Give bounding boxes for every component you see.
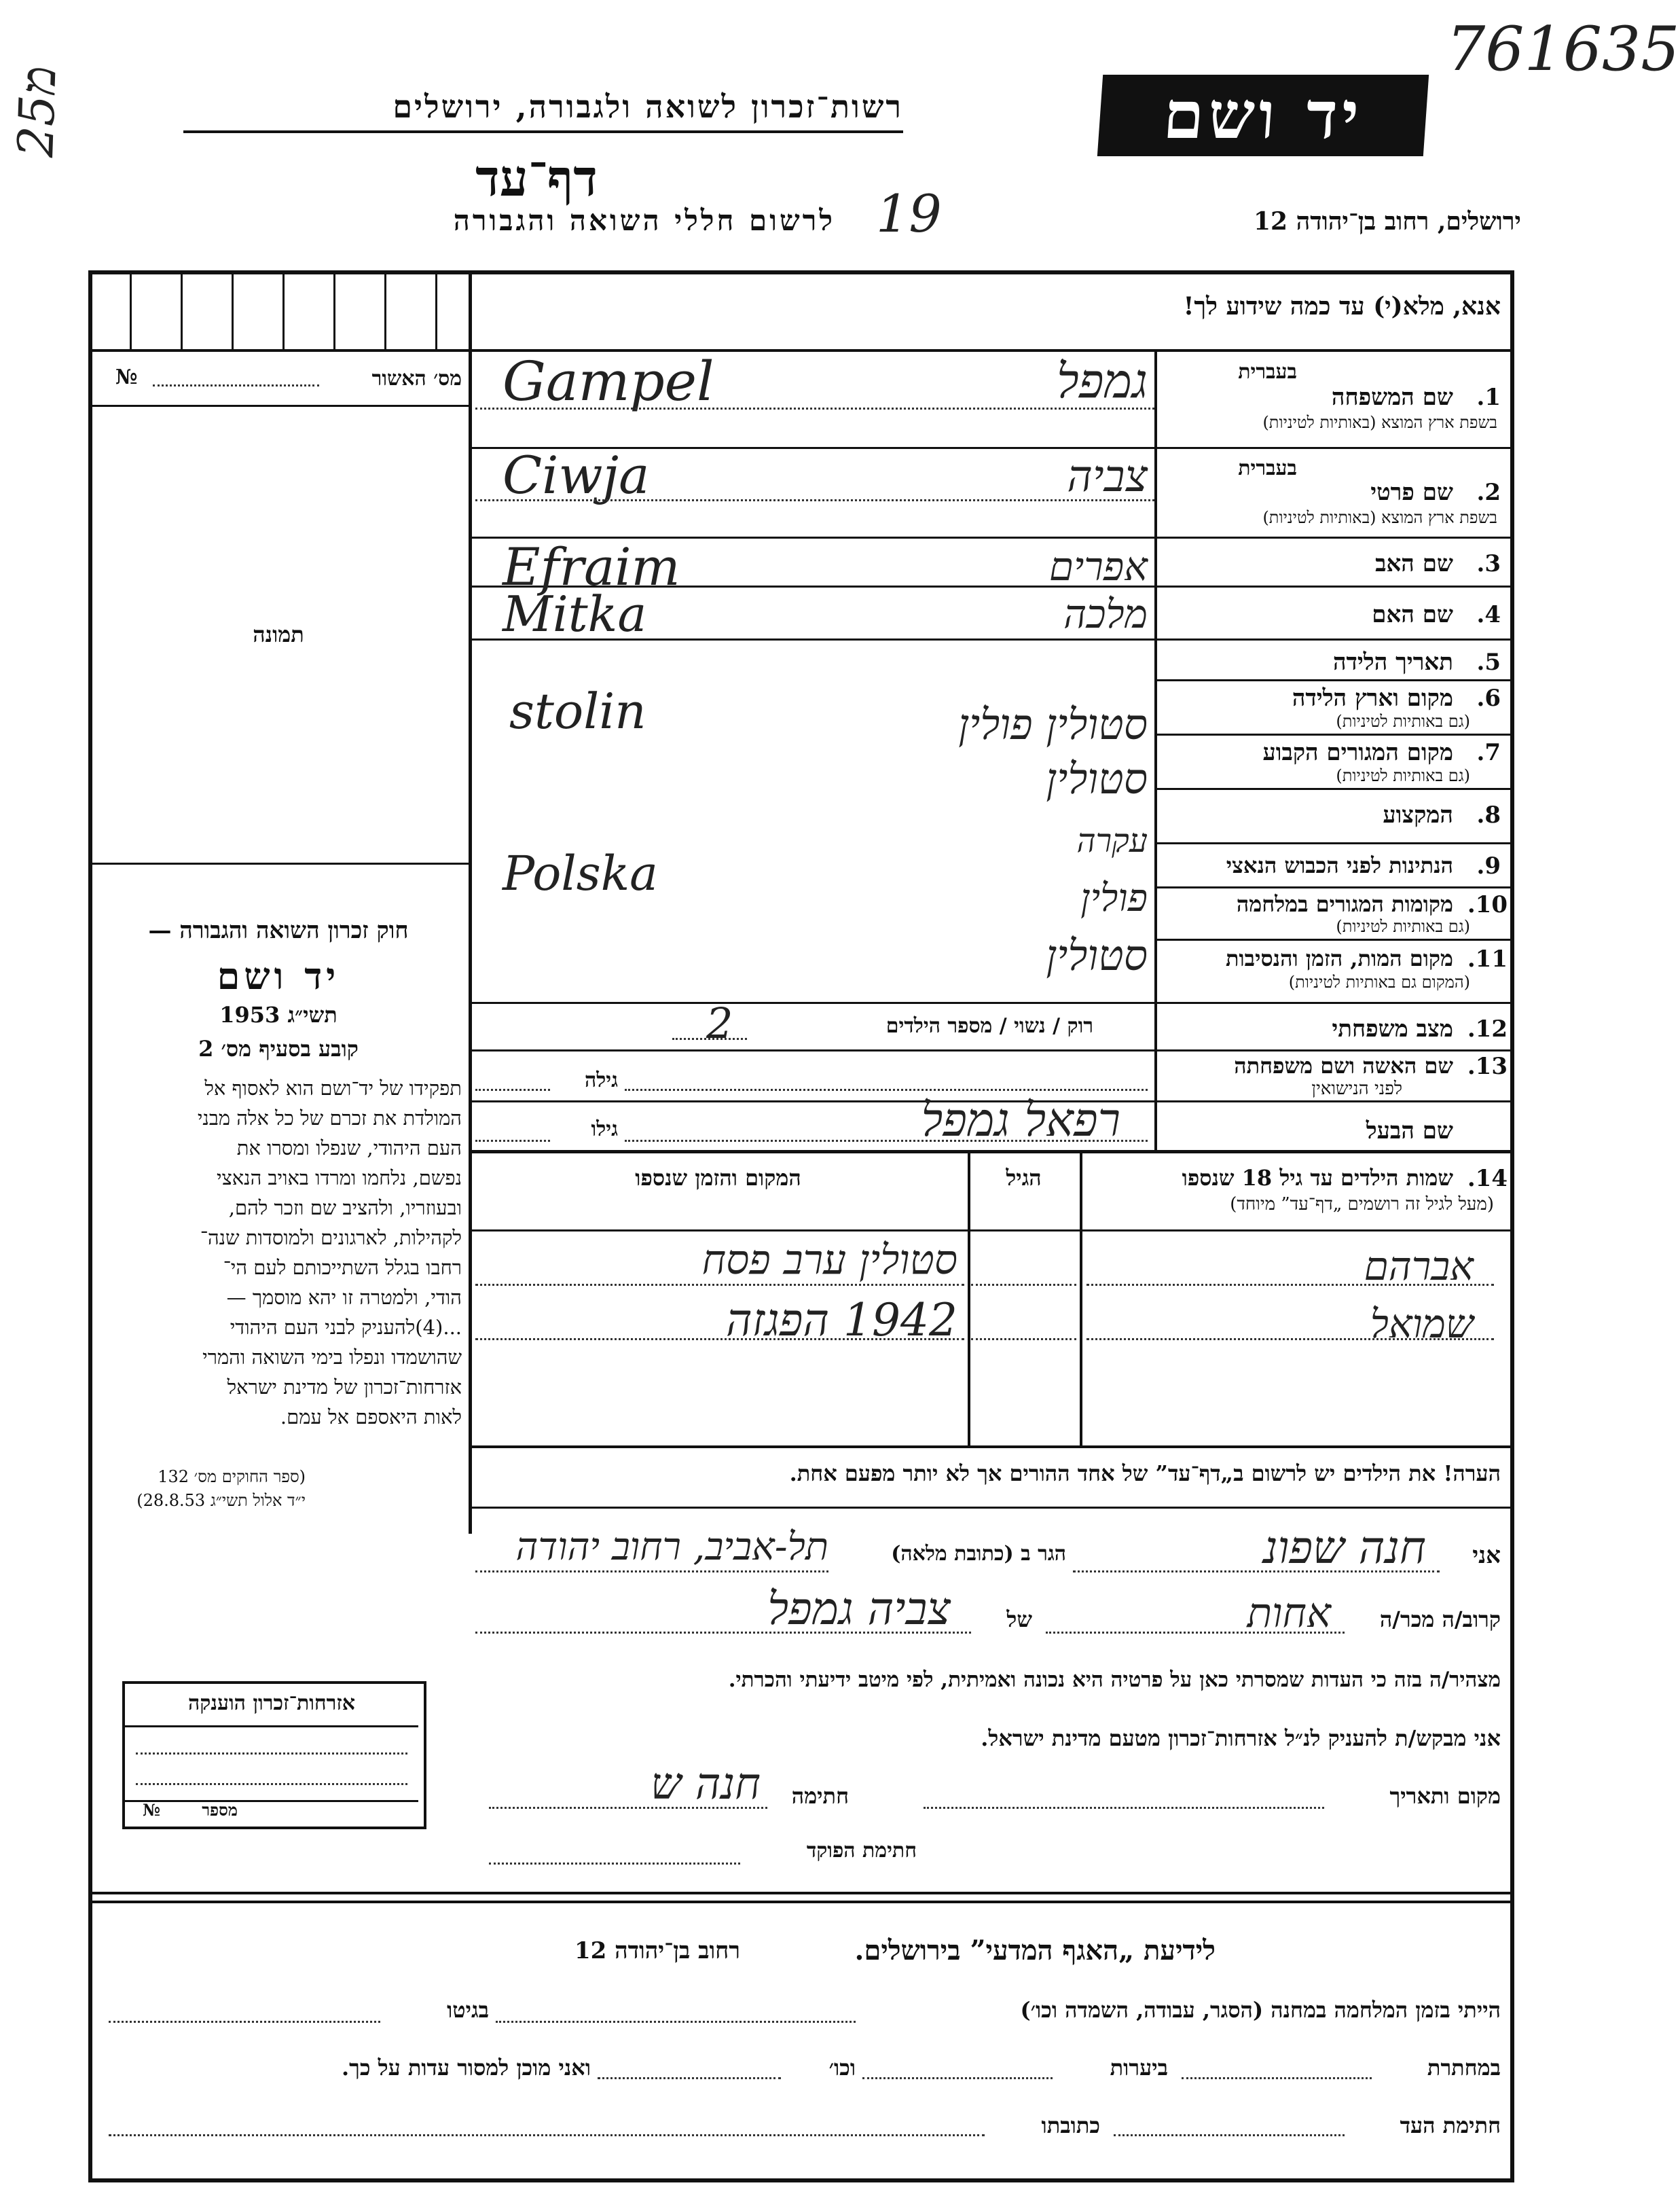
- field-12-label: מצב משפחתי: [1332, 1015, 1453, 1043]
- camp-field[interactable]: [496, 2021, 856, 2023]
- etc-field[interactable]: [598, 2077, 781, 2079]
- institution-underline: [183, 130, 903, 133]
- approval-label: מס׳ האשור: [371, 367, 462, 391]
- field-7-label: מקום המגורים הקבוע: [1262, 739, 1453, 766]
- relation-value[interactable]: אחות: [1247, 1589, 1331, 1637]
- children-count[interactable]: 2: [706, 999, 733, 1048]
- declarant-address[interactable]: תל-אביב, רחוב יהודה: [515, 1525, 828, 1569]
- of-value[interactable]: צביה גמפל: [767, 1583, 951, 1635]
- field-2-hebrew-label: בעברית: [1238, 456, 1297, 480]
- field-9-num: 9.: [1476, 852, 1501, 880]
- stub-columns: [92, 274, 469, 349]
- mother-name-latin[interactable]: Mitka: [503, 586, 647, 643]
- marital-status-options[interactable]: רוק / נשוי / מספר הילדים: [885, 1014, 1093, 1038]
- place-date-label: מקום ותאריך: [1389, 1783, 1501, 1809]
- husband-name[interactable]: רפאל גמפל: [921, 1094, 1120, 1147]
- field-4-num: 4.: [1476, 601, 1501, 628]
- declarant-name[interactable]: חנה שפונ: [1263, 1522, 1426, 1574]
- field-2-label: שם פרטי: [1370, 479, 1453, 506]
- bottom-title: לידיעת „האגף המדעי” בירושלים.: [854, 1935, 1216, 1966]
- field-1-sub: בשפת ארץ המוצא (באותיות לטיניות): [1262, 413, 1497, 432]
- signature-value[interactable]: חנה ש: [651, 1759, 761, 1810]
- field-13-num: 13.: [1467, 1053, 1508, 1080]
- husband-age-label: גילו: [591, 1117, 618, 1141]
- child-place[interactable]: סטולין ערב פסח: [701, 1236, 957, 1284]
- law-date: י״ד אלול תשי״ג 28.8.53): [136, 1491, 306, 1510]
- field-10-label: מקומות המגורים במלחמה: [1236, 891, 1453, 917]
- first-name-latin[interactable]: Ciwja: [503, 445, 650, 505]
- field-11-label: מקום המות, הזמן והנסיבות: [1225, 946, 1453, 971]
- field-13-sub: לפני הנישואין: [1311, 1079, 1402, 1099]
- field-6-label: מקום וארץ הלידה: [1292, 685, 1453, 712]
- field-1-num: 1.: [1476, 384, 1501, 411]
- age-header: הגיל: [1006, 1165, 1042, 1191]
- family-name-hebrew[interactable]: גמפל: [1056, 353, 1148, 409]
- children-sub: (מעל לגיל זה רושמים „דף־עד” מיוחד): [1230, 1194, 1494, 1215]
- place-header: המקום והזמן שנספו: [635, 1165, 801, 1191]
- law-line: שהושמדו ונפלו בימי השואה והמרי: [202, 1346, 462, 1369]
- law-title: חוק זכרון השואה והגבורה —: [148, 917, 409, 944]
- law-name: יד ושם: [217, 954, 340, 998]
- wartime-residence-hebrew[interactable]: פולין: [1080, 876, 1148, 920]
- law-source: (ספר החוקים מס׳ 132: [158, 1467, 306, 1486]
- field-5-label: תאריך הלידה: [1332, 649, 1453, 676]
- institution-address: ירושלים, רחוב בן־יהודה 12: [1253, 207, 1521, 236]
- residence-hebrew[interactable]: סטולין: [1046, 754, 1148, 804]
- father-name-hebrew[interactable]: אפרים: [1048, 543, 1148, 590]
- officer-signature-field[interactable]: [489, 1863, 740, 1865]
- law-text-block: [95, 1073, 462, 1432]
- witness-address-field[interactable]: [109, 2134, 985, 2136]
- signature-label: חתימה: [791, 1783, 849, 1809]
- place-date-field[interactable]: [924, 1807, 1324, 1809]
- law-line: המולדת את זכרם של כל אלה מבני: [197, 1107, 462, 1130]
- of-label: של: [1006, 1606, 1032, 1632]
- ghetto-field[interactable]: [109, 2021, 380, 2023]
- field-11-num: 11.: [1467, 946, 1508, 973]
- citizenship-number-sign: №: [143, 1800, 161, 1820]
- camp-line-label: הייתי בזמן המלחמה במחנה (הסגר, עבודה, השמדה וכו׳): [1020, 1997, 1501, 2023]
- children-label: שמות הילדים עד גיל 18 שנספו: [1182, 1165, 1453, 1191]
- residing-label: הגר ב (כתובת מלאה): [891, 1542, 1066, 1566]
- handwritten-archive-mark: 25מ: [7, 65, 67, 158]
- underground-field[interactable]: [1182, 2077, 1372, 2079]
- children-note: הערה! את הילדים יש לרשום ב„דף־עד” של אחד ההורים אך לא יותר מפעם אחת.: [789, 1460, 1501, 1486]
- birthplace-latin[interactable]: stolin: [509, 683, 646, 740]
- law-line: לקהילות, לארגונים ולמוסדות שנה־: [200, 1226, 462, 1249]
- forests-label: ביערות: [1110, 2055, 1168, 2081]
- law-line: לאות היאספם אל עמם.: [280, 1405, 462, 1428]
- field-11-sub: (המקום גם באותיות לטיניות): [1288, 973, 1470, 992]
- logo-text: יד ושם: [1161, 77, 1366, 154]
- declarant-label: אני: [1472, 1542, 1501, 1569]
- etc-label: וכו׳: [828, 2055, 856, 2081]
- citizenship-box-title: אזרחות־זכרון הוענקה: [187, 1691, 356, 1715]
- handwritten-form-index: 19: [876, 183, 942, 244]
- intro-text: אנא, מלא(י) עד כמה שידוע לך!: [1183, 292, 1501, 321]
- field-10-num: 10.: [1467, 891, 1508, 918]
- child-place[interactable]: 1942 הפגזה: [725, 1294, 957, 1346]
- witness-address-label: כתובתו: [1041, 2112, 1100, 2138]
- family-name-latin[interactable]: Gampel: [503, 350, 714, 413]
- field-13-label: שם האשה ושם משפחתה: [1234, 1053, 1453, 1079]
- relation-label: קרוב/ה מכר/ה: [1379, 1606, 1501, 1632]
- witness-signature-label: חתימת העד: [1400, 2112, 1501, 2138]
- field-6-sub: (גם באותיות לטיניות): [1336, 712, 1470, 731]
- field-9-label: הנתינות לפני הכבוש הנאצי: [1226, 852, 1453, 878]
- child-name[interactable]: אברהם: [1364, 1243, 1474, 1289]
- field-3-num: 3.: [1476, 550, 1501, 577]
- first-name-hebrew[interactable]: צביה: [1067, 452, 1148, 502]
- field-8-num: 8.: [1476, 802, 1501, 829]
- wife-age-label: גילה: [584, 1068, 618, 1092]
- request-text: אני מבקש/ת להעניק לנ״ל אזרחות־זכרון מטעם מדינת ישראל.: [981, 1725, 1501, 1751]
- field-1-label: שם המשפחה: [1331, 384, 1453, 411]
- underground-label: במחתרת: [1427, 2055, 1501, 2081]
- law-year: תשי״ג 1953: [219, 1002, 337, 1028]
- field-10-sub: (גם באותיות לטיניות): [1336, 917, 1470, 936]
- witness-signature-field[interactable]: [1114, 2134, 1345, 2136]
- field-1-hebrew-label: בעברית: [1238, 360, 1297, 384]
- testimony-offer: ואני מוכן למסור עדות על כך.: [341, 2055, 591, 2081]
- law-line: העם היהודי, שנפלו ומסרו את: [236, 1136, 462, 1159]
- law-line: תפקידו של יד־ושם הוא לאסוף אל: [204, 1077, 462, 1100]
- field-2-num: 2.: [1476, 479, 1501, 506]
- father-name-latin[interactable]: Efraim: [503, 537, 680, 597]
- photo-label: תמונה: [253, 622, 304, 647]
- ghetto-label: בגיטו: [447, 1997, 489, 2023]
- field-4-label: שם האם: [1372, 601, 1453, 628]
- officer-signature-label: חתימת הפוקד: [806, 1839, 917, 1863]
- field-2-sub: בשפת ארץ המוצא (באותיות לטיניות): [1262, 508, 1497, 527]
- law-line: הודי, ולמטרה זו יהא מוסמך —: [226, 1286, 462, 1309]
- handwritten-page-number: 761635: [1446, 14, 1680, 85]
- field-5-num: 5.: [1476, 649, 1501, 676]
- law-line: נפשם, נלחמו ומרדו באויב הנאצי: [216, 1166, 462, 1189]
- law-line: רחבו בגלל השתייכותם לעם הי־: [223, 1256, 462, 1279]
- law-line: ובעוזריו, ולהציב שם וזכר להם,: [228, 1196, 462, 1219]
- forests-field[interactable]: [862, 2077, 1053, 2079]
- institution-name: רשות־זכרון לשואה ולגבורה, ירושלים: [392, 88, 903, 125]
- death-place-hebrew[interactable]: סטולין: [1046, 931, 1148, 980]
- law-line: אזרחות־זכרון של מדינת ישראל: [227, 1375, 462, 1399]
- approval-field[interactable]: [153, 384, 319, 386]
- field-8-label: המקצוע: [1383, 802, 1453, 829]
- approval-number-sign: №: [115, 365, 138, 389]
- field-14-num: 14.: [1467, 1165, 1508, 1192]
- law-line: ...(4)להעניק לבני העם היהודי: [230, 1316, 462, 1339]
- child-name[interactable]: שמואל: [1370, 1301, 1474, 1347]
- page-subtitle: לרשום חללי השואה והגבורה: [453, 204, 835, 237]
- page-title: דף־עד: [475, 149, 598, 208]
- nationality-latin[interactable]: Polska: [503, 846, 658, 901]
- attestation-text: מצהיר/ה בזה כי העדות שמסרתי כאן על פרטיה היא נכונה ואמיתית, לפי מיטב ידיעתי והכרתי.: [728, 1668, 1501, 1692]
- citizenship-number-label: מספר: [202, 1800, 238, 1820]
- mother-name-hebrew[interactable]: מלכה: [1063, 591, 1148, 637]
- field-7-num: 7.: [1476, 739, 1501, 766]
- field-12-num: 12.: [1467, 1015, 1508, 1043]
- bottom-address: רחוב בן־יהודה 12: [574, 1937, 740, 1964]
- yad-vashem-logo: [1097, 75, 1429, 156]
- field-6-num: 6.: [1476, 685, 1501, 712]
- left-panel-divider: [469, 270, 472, 1534]
- field-7-sub: (גם באותיות לטיניות): [1336, 766, 1470, 785]
- profession-hebrew[interactable]: עקרה: [1076, 822, 1148, 860]
- field-3-label: שם האב: [1375, 550, 1453, 577]
- law-clause: קובע בסעיף מס׳ 2: [198, 1036, 359, 1062]
- husband-label: שם הבעל: [1366, 1117, 1453, 1145]
- birthplace-hebrew[interactable]: סטולין פולין: [958, 700, 1148, 749]
